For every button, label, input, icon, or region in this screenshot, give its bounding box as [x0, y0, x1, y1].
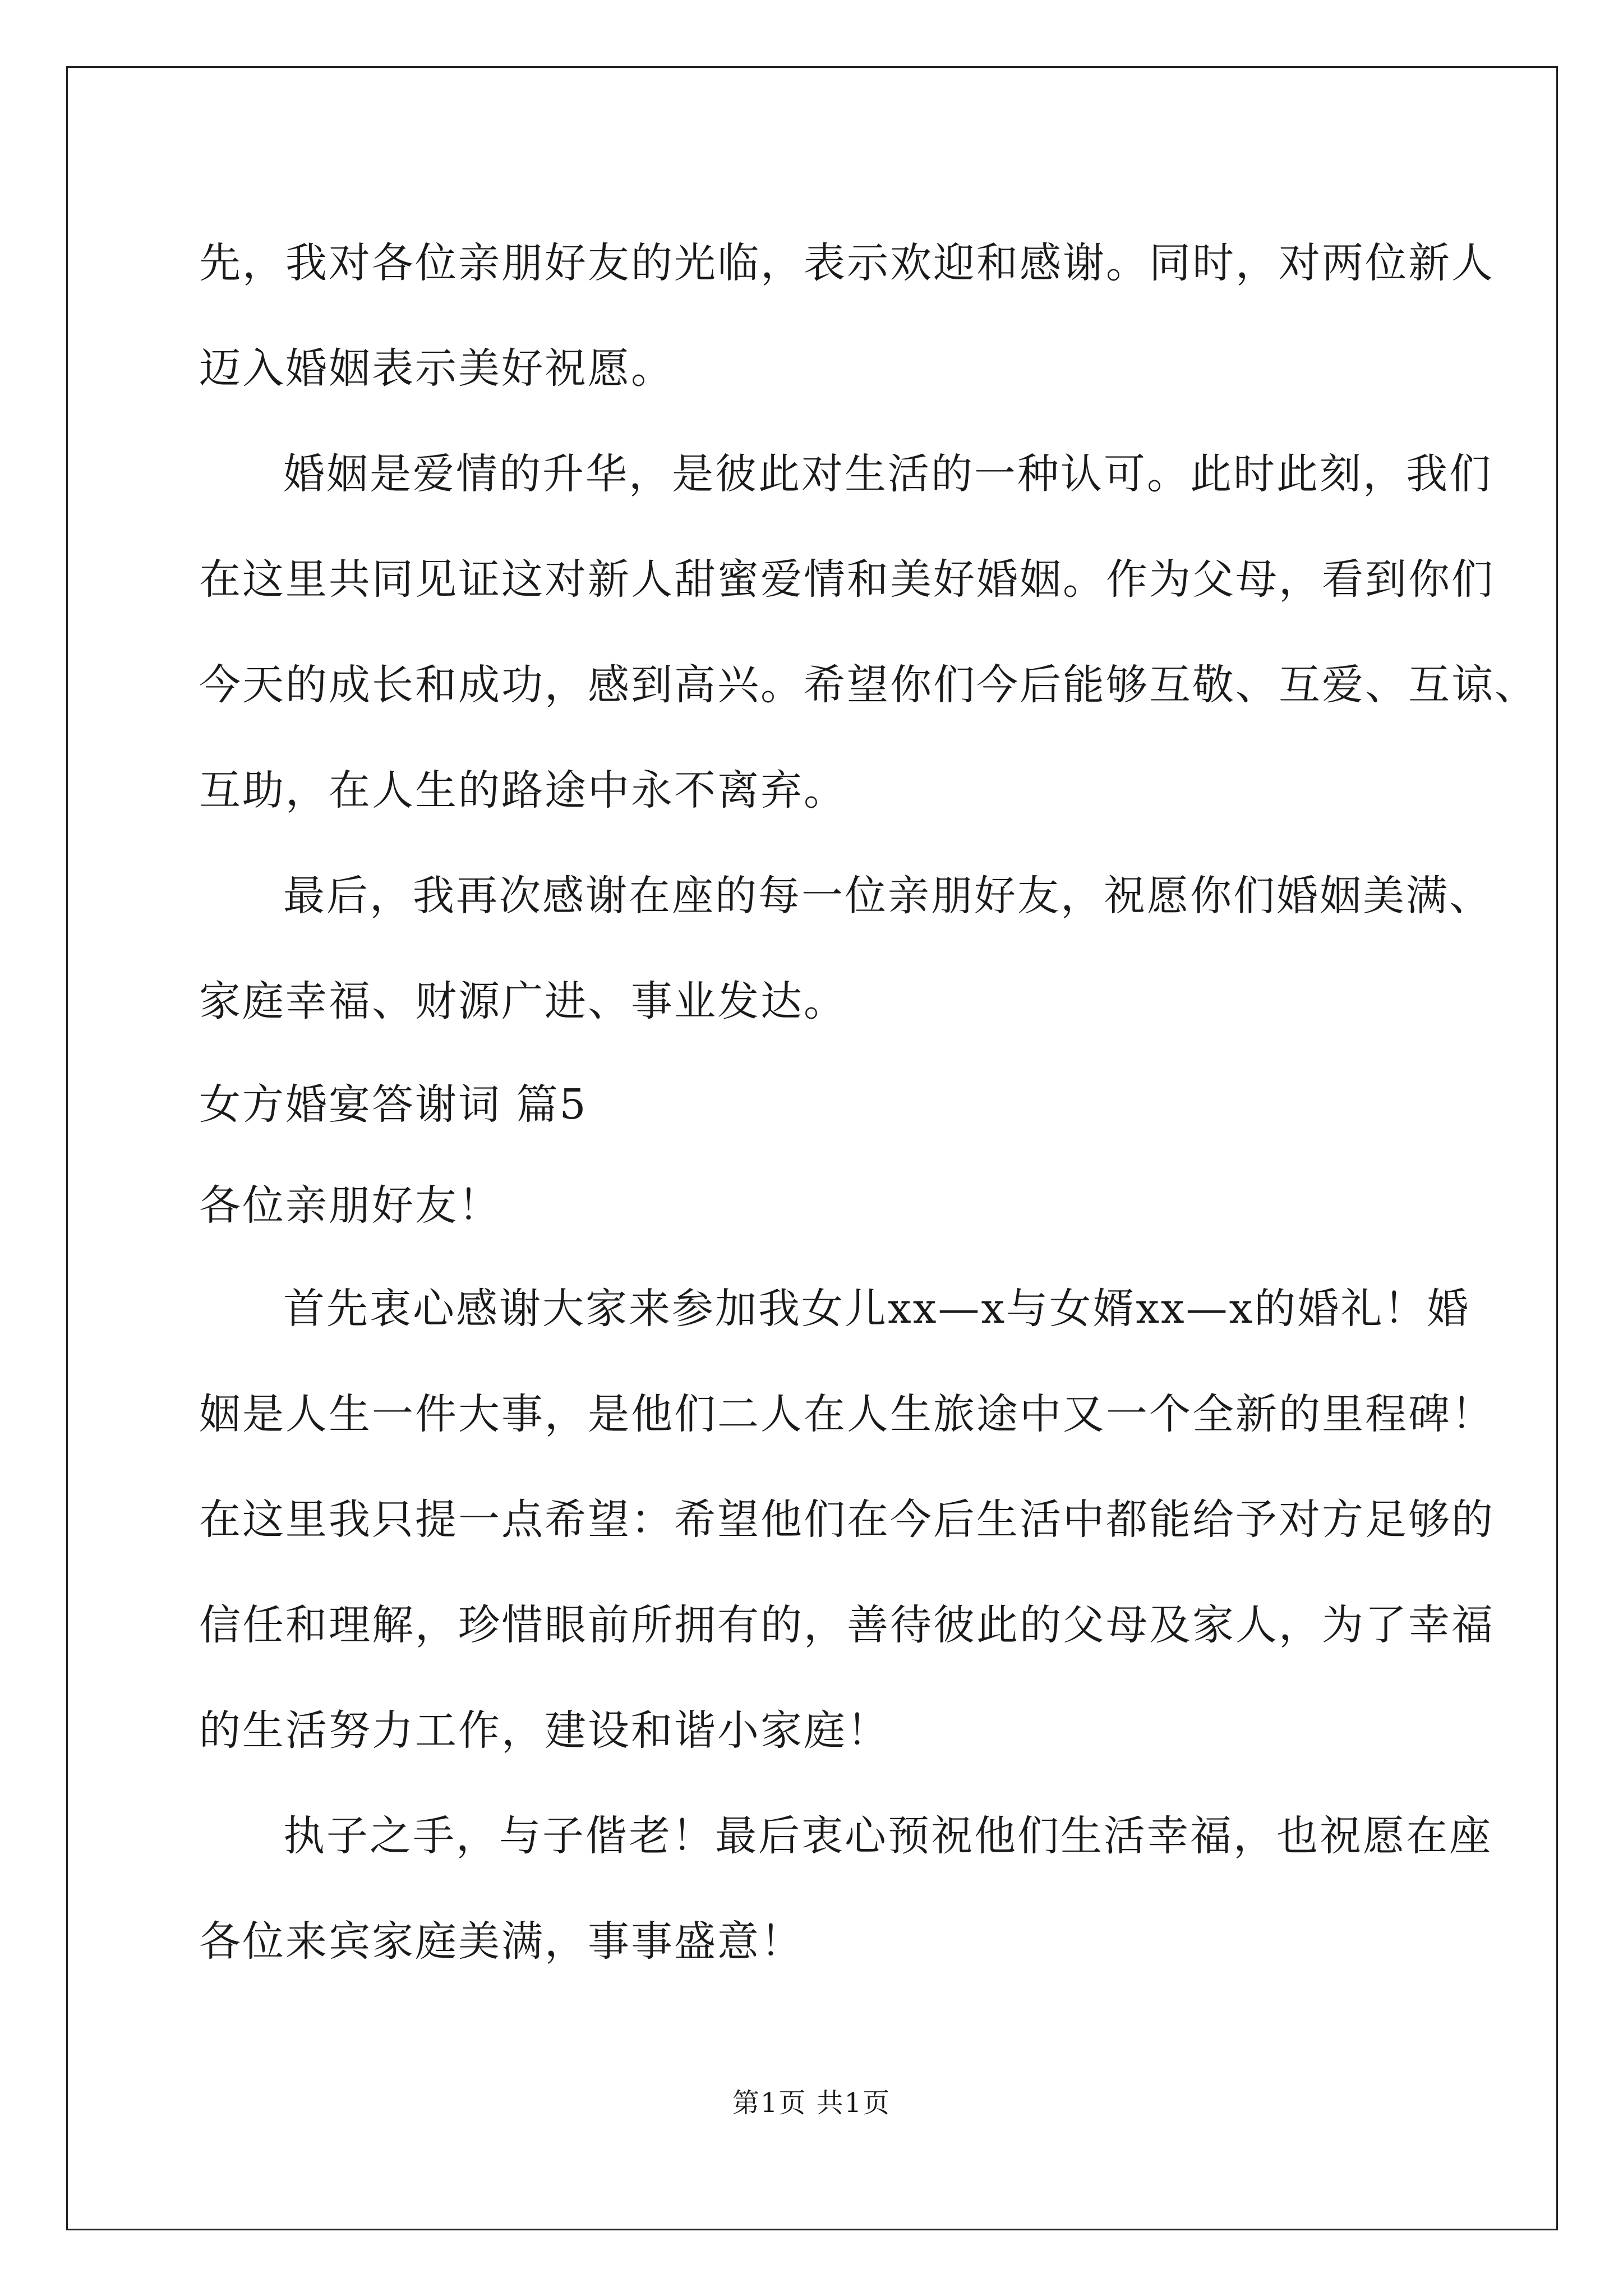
- paragraph-line: 最后，我再次感谢在座的每一位亲朋好友，祝愿你们婚姻美满、: [283, 872, 1492, 920]
- paragraph-line: 在这里我只提一点希望：希望他们在今后生活中都能给予对方足够的: [199, 1496, 1495, 1544]
- paragraph-line: 姻是人生一件大事，是他们二人在人生旅途中又一个全新的里程碑！: [199, 1390, 1495, 1438]
- paragraph-line: 家庭幸福、财源广进、事业发达。: [199, 977, 847, 1025]
- paragraph-line: 首先衷心感谢大家来参加我女儿xx—x与女婿xx—x的婚礼！婚: [283, 1285, 1470, 1333]
- section-heading: 女方婚宴答谢词 篇5: [199, 1080, 588, 1129]
- paragraph-line: 的生活努力工作，建设和谐小家庭！: [199, 1706, 890, 1755]
- paragraph-line: 先，我对各位亲朋好友的光临，表示欢迎和感谢。同时，对两位新人: [199, 239, 1495, 287]
- paragraph-line: 婚姻是爱情的升华，是彼此对生活的一种认可。此时此刻，我们: [283, 450, 1492, 498]
- salutation: 各位亲朋好友！: [199, 1181, 501, 1230]
- paragraph-line: 在这里共同见证这对新人甜蜜爱情和美好婚姻。作为父母，看到你们: [199, 555, 1495, 604]
- paragraph-line: 各位来宾家庭美满，事事盛意！: [199, 1917, 804, 1966]
- page-footer: 第1页 共1页: [732, 2087, 891, 2119]
- document-body: [199, 210, 1538, 1994]
- paragraph-line: 信任和理解，珍惜眼前所拥有的，善待彼此的父母及家人，为了幸福: [199, 1601, 1495, 1649]
- paragraph-line: 今天的成长和成功，感到高兴。希望你们今后能够互敬、互爱、互谅、: [199, 661, 1538, 709]
- paragraph-line: 迈入婚姻表示美好祝愿。: [199, 344, 674, 393]
- paragraph-line: 执子之手，与子偕老！最后衷心预祝他们生活幸福，也祝愿在座: [283, 1812, 1492, 1860]
- paragraph-line: 互助，在人生的路途中永不离弃。: [199, 766, 847, 815]
